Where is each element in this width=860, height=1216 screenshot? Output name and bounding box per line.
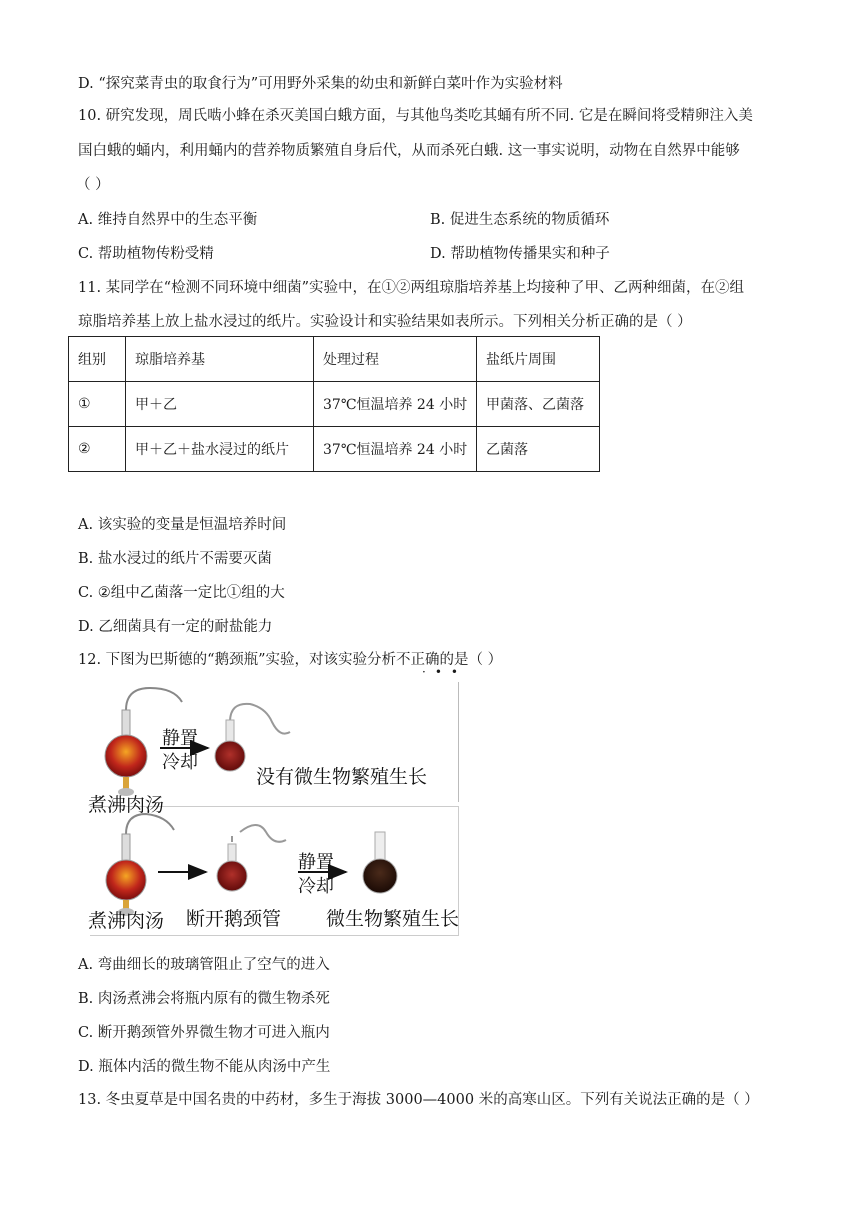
q12-stem-post: 的是（ ）	[439, 652, 503, 668]
bottom-result-label: 微生物繁殖生长	[326, 908, 460, 930]
q10-option-d: D. 帮助植物传播果实和种子	[430, 246, 610, 262]
table-header-cell: 盐纸片周围	[477, 337, 600, 382]
q11-stem-line-2: 琼脂培养基上放上盐水浸过的纸片。实验设计和实验结果如表所示。下列相关分析正确的是（ ）	[78, 314, 692, 330]
bottom-arrow-label-2: 冷却	[298, 876, 334, 897]
q11-option-c: C. ②组中乙菌落一定比①组的大	[78, 585, 285, 601]
top-arrow-label-1: 静置	[162, 728, 198, 749]
table-cell: 37℃恒温培养 24 小时	[314, 427, 477, 472]
table-cell: ①	[69, 382, 126, 427]
swan-neck-flask-figure	[90, 682, 458, 934]
q12-stem-pre: 12. 下图为巴斯德的“鹅颈瓶”实验，对该实验分析	[78, 652, 396, 668]
table-row	[69, 427, 600, 472]
top-result-label: 没有微生物繁殖生长	[256, 766, 428, 788]
q10-option-a: A. 维持自然界中的生态平衡	[78, 212, 258, 228]
bottom-mid-label: 断开鹅颈管	[186, 908, 282, 930]
table-header-row	[69, 337, 600, 382]
table-header-cell: 处理过程	[314, 337, 477, 382]
table-cell: 甲＋乙	[126, 382, 314, 427]
table-cell: ②	[69, 427, 126, 472]
emphasis-dots: ·••	[422, 665, 467, 679]
table-cell: 乙菌落	[477, 427, 600, 472]
q12-option-b: B. 肉汤煮沸会将瓶内原有的微生物杀死	[78, 991, 330, 1007]
q12-option-d: D. 瓶体内活的微生物不能从肉汤中产生	[78, 1059, 331, 1075]
q11-option-b: B. 盐水浸过的纸片不需要灭菌	[78, 551, 272, 567]
q11-option-a: A. 该实验的变量是恒温培养时间	[78, 517, 287, 533]
q12-option-a: A. 弯曲细长的玻璃管阻止了空气的进入	[78, 957, 330, 973]
q11-option-d: D. 乙细菌具有一定的耐盐能力	[78, 619, 273, 635]
q10-stem-line-2: 国白蛾的蛹内，利用蛹内的营养物质繁殖自身后代，从而杀死白蛾. 这一事实说明，动物在自然界中能够	[78, 143, 740, 159]
q10-stem-line-1: 10. 研究发现，周氏啮小蜂在杀灭美国白蛾方面，与其他鸟类吃其蛹有所不同. 它是在瞬间将受精卵注入美	[78, 108, 753, 124]
table-cell: 37℃恒温培养 24 小时	[314, 382, 477, 427]
table-cell: 甲菌落、乙菌落	[477, 382, 600, 427]
q10-answer-paren: （ ）	[76, 177, 110, 193]
table-header-cell: 组别	[69, 337, 126, 382]
top-arrow-label-2: 冷却	[162, 752, 198, 773]
q12-option-c: C. 断开鹅颈管外界微生物才可进入瓶内	[78, 1025, 330, 1041]
q10-option-c: C. 帮助植物传粉受精	[78, 246, 214, 262]
q12-stem-emphasis: 不正确	[396, 652, 440, 668]
experiment-table	[68, 336, 600, 472]
table-row	[69, 382, 600, 427]
table-header-cell: 琼脂培养基	[126, 337, 314, 382]
q10-option-b: B. 促进生态系统的物质循环	[430, 212, 610, 228]
q13-stem: 13. 冬虫夏草是中国名贵的中药材，多生于海拔 3000—4000 米的高寒山区。下列有关说法正确的是（ ）	[78, 1092, 759, 1108]
q9-option-d: D. “探究菜青虫的取食行为”可用野外采集的幼虫和新鲜白菜叶作为实验材料	[78, 76, 563, 92]
q11-stem-line-1: 11. 某同学在“检测不同环境中细菌”实验中，在①②两组琼脂培养基上均接种了甲、乙两种细菌，在②组	[78, 280, 744, 296]
top-left-label: 煮沸肉汤	[88, 794, 165, 816]
bottom-left-label: 煮沸肉汤	[88, 910, 165, 932]
bottom-arrow-label-1: 静置	[298, 852, 334, 873]
table-cell: 甲＋乙＋盐水浸过的纸片	[126, 427, 314, 472]
